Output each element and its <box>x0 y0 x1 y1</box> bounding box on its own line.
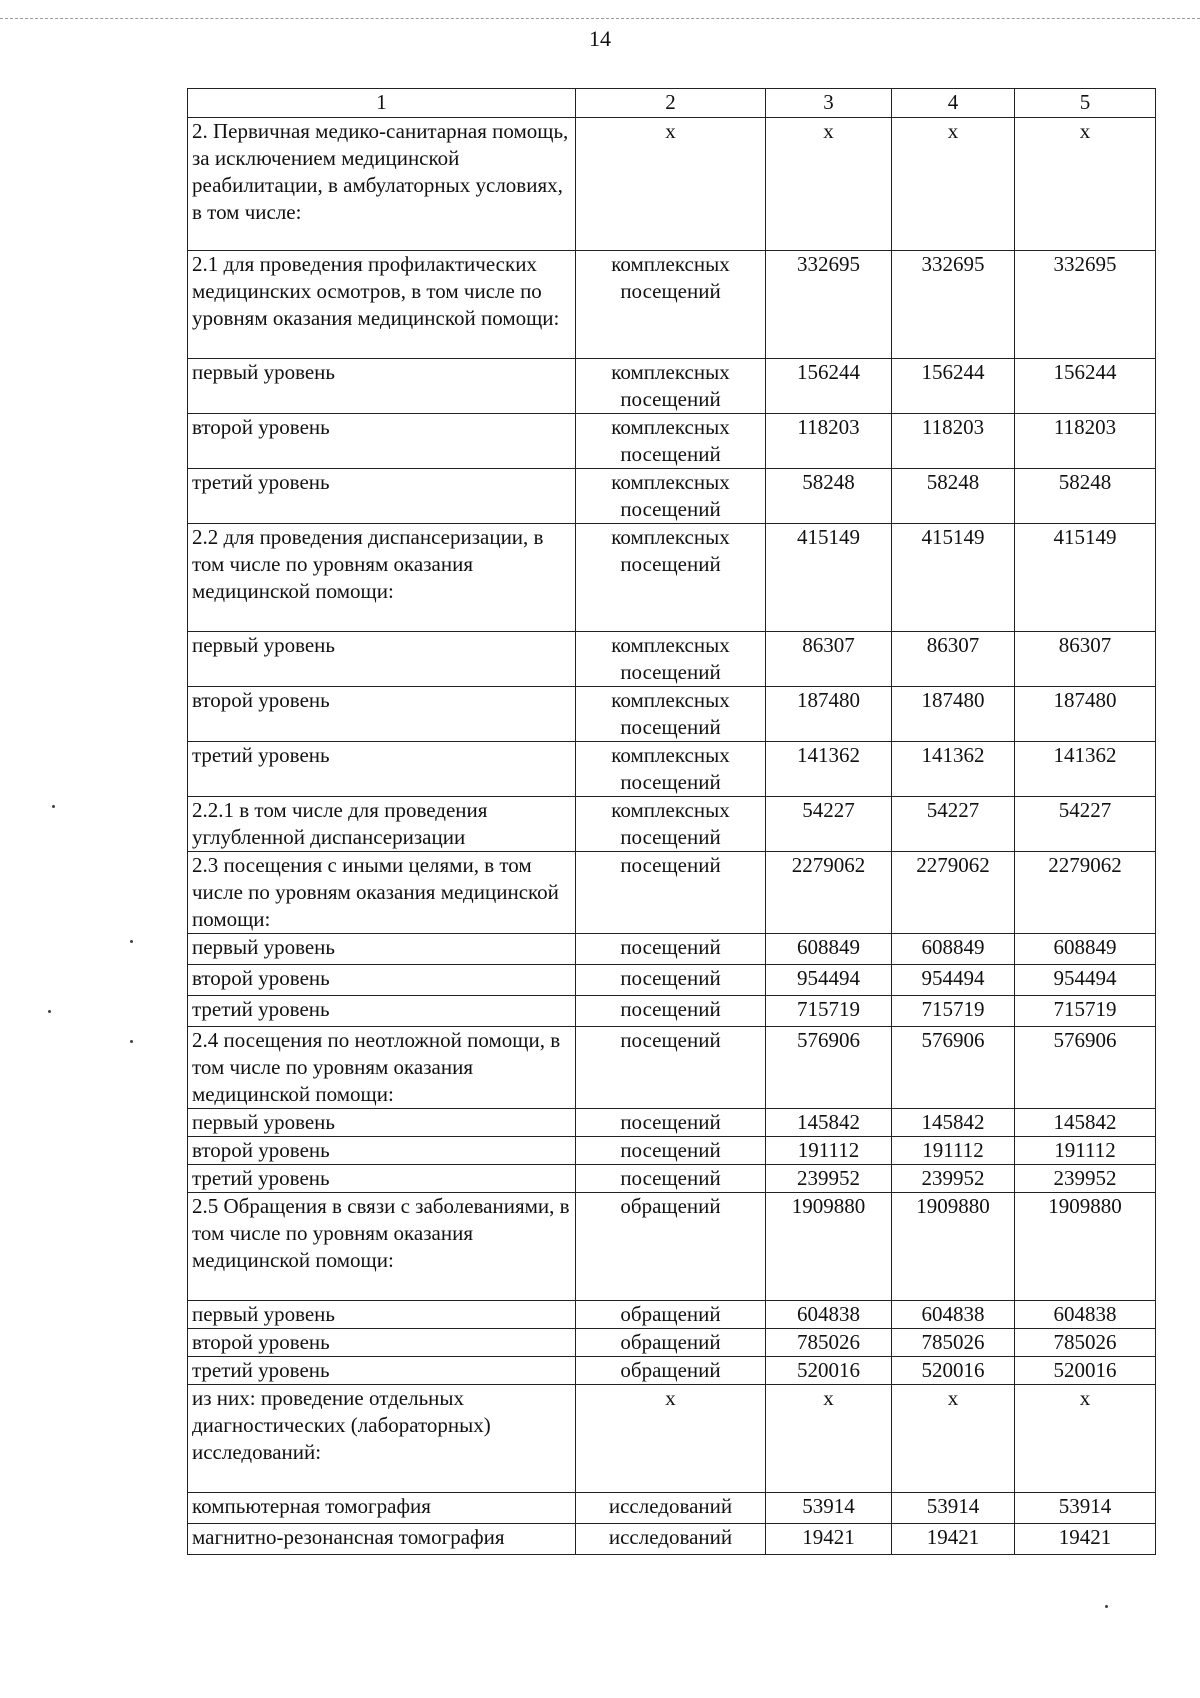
row-value-col4: х <box>892 118 1015 251</box>
scan-speck <box>130 1040 133 1043</box>
table-row <box>188 797 1156 852</box>
row-value-col5: 54227 <box>1015 797 1156 852</box>
row-unit: исследований <box>576 1524 766 1555</box>
row-name: первый уровень <box>188 632 576 687</box>
row-unit: посещений <box>576 1027 766 1109</box>
row-value-col4: 86307 <box>892 632 1015 687</box>
row-unit: посещений <box>576 1165 766 1193</box>
row-value-col5: 239952 <box>1015 1165 1156 1193</box>
row-value-col4: х <box>892 1385 1015 1493</box>
row-unit: комплексных посещений <box>576 251 766 359</box>
row-value-col5: 187480 <box>1015 687 1156 742</box>
row-value-col4: 53914 <box>892 1493 1015 1524</box>
table-row <box>188 742 1156 797</box>
row-unit: комплексных посещений <box>576 524 766 632</box>
row-value-col4: 191112 <box>892 1137 1015 1165</box>
row-unit: обращений <box>576 1193 766 1301</box>
row-value-col4: 604838 <box>892 1301 1015 1329</box>
row-value-col3: 715719 <box>766 996 892 1027</box>
row-value-col3: 156244 <box>766 359 892 414</box>
row-name: третий уровень <box>188 1165 576 1193</box>
row-value-col3: 954494 <box>766 965 892 996</box>
row-name: 2.1 для проведения профилактических медицинских осмотров, в том числе по уровням оказания медицинской помощи: <box>188 251 576 359</box>
header-cell: 3 <box>766 89 892 118</box>
row-value-col5: 608849 <box>1015 934 1156 965</box>
row-name: компьютерная томография <box>188 1493 576 1524</box>
row-name: 2. Первичная медико-санитарная помощь, за исключением медицинской реабилитации, в амбулаторных условиях, в том числе: <box>188 118 576 251</box>
scan-speck <box>130 940 133 943</box>
row-unit: комплексных посещений <box>576 797 766 852</box>
row-unit: х <box>576 1385 766 1493</box>
table-row <box>188 934 1156 965</box>
row-name: первый уровень <box>188 1301 576 1329</box>
row-value-col5: 191112 <box>1015 1137 1156 1165</box>
data-table <box>187 88 1156 1555</box>
row-value-col3: х <box>766 1385 892 1493</box>
row-name: магнитно-резонансная томография <box>188 1524 576 1555</box>
row-name: второй уровень <box>188 687 576 742</box>
row-name: 2.2.1 в том числе для проведения углубленной диспансеризации <box>188 797 576 852</box>
row-value-col3: 145842 <box>766 1109 892 1137</box>
table-row <box>188 1329 1156 1357</box>
row-unit: комплексных посещений <box>576 742 766 797</box>
row-name: второй уровень <box>188 1137 576 1165</box>
table-row <box>188 1165 1156 1193</box>
row-value-col4: 954494 <box>892 965 1015 996</box>
row-value-col5: 332695 <box>1015 251 1156 359</box>
table-row <box>188 632 1156 687</box>
scan-edge-line <box>0 18 1200 19</box>
row-value-col3: 187480 <box>766 687 892 742</box>
table-row <box>188 1137 1156 1165</box>
row-value-col3: 239952 <box>766 1165 892 1193</box>
row-value-col3: 54227 <box>766 797 892 852</box>
row-value-col5: 715719 <box>1015 996 1156 1027</box>
row-value-col4: 187480 <box>892 687 1015 742</box>
row-value-col4: 1909880 <box>892 1193 1015 1301</box>
table-row <box>188 524 1156 632</box>
row-value-col4: 415149 <box>892 524 1015 632</box>
table-row <box>188 469 1156 524</box>
row-value-col4: 520016 <box>892 1357 1015 1385</box>
row-value-col3: 191112 <box>766 1137 892 1165</box>
row-value-col3: 19421 <box>766 1524 892 1555</box>
table-row <box>188 1493 1156 1524</box>
table-row <box>188 1027 1156 1109</box>
table-row <box>188 1385 1156 1493</box>
row-value-col5: х <box>1015 1385 1156 1493</box>
table-row <box>188 687 1156 742</box>
scan-speck <box>1105 1605 1108 1608</box>
row-value-col3: 118203 <box>766 414 892 469</box>
row-value-col4: 576906 <box>892 1027 1015 1109</box>
header-cell: 1 <box>188 89 576 118</box>
row-value-col4: 785026 <box>892 1329 1015 1357</box>
row-value-col4: 19421 <box>892 1524 1015 1555</box>
row-value-col3: 86307 <box>766 632 892 687</box>
row-value-col4: 145842 <box>892 1109 1015 1137</box>
page-number: 14 <box>589 26 611 51</box>
table-row <box>188 359 1156 414</box>
row-value-col3: 1909880 <box>766 1193 892 1301</box>
row-value-col5: 2279062 <box>1015 852 1156 934</box>
row-value-col3: 520016 <box>766 1357 892 1385</box>
scan-speck <box>52 805 55 808</box>
header-cell: 2 <box>576 89 766 118</box>
scan-speck <box>48 1010 51 1013</box>
row-value-col5: 604838 <box>1015 1301 1156 1329</box>
row-name: 2.5 Обращения в связи с заболеваниями, в том числе по уровням оказания медицинской помощи: <box>188 1193 576 1301</box>
table-row <box>188 996 1156 1027</box>
row-value-col5: 86307 <box>1015 632 1156 687</box>
row-unit: комплексных посещений <box>576 469 766 524</box>
row-value-col3: х <box>766 118 892 251</box>
row-unit: обращений <box>576 1301 766 1329</box>
table-row <box>188 1357 1156 1385</box>
row-value-col5: 415149 <box>1015 524 1156 632</box>
row-unit: посещений <box>576 965 766 996</box>
row-name: первый уровень <box>188 359 576 414</box>
table-row <box>188 414 1156 469</box>
table-header-row <box>188 89 1156 118</box>
row-name: третий уровень <box>188 1357 576 1385</box>
row-value-col4: 715719 <box>892 996 1015 1027</box>
row-unit: посещений <box>576 934 766 965</box>
row-unit: комплексных посещений <box>576 632 766 687</box>
row-value-col3: 53914 <box>766 1493 892 1524</box>
table-row <box>188 118 1156 251</box>
row-name: 2.2 для проведения диспансеризации, в том числе по уровням оказания медицинской помощи: <box>188 524 576 632</box>
row-value-col5: 118203 <box>1015 414 1156 469</box>
row-unit: комплексных посещений <box>576 359 766 414</box>
row-value-col3: 58248 <box>766 469 892 524</box>
row-value-col4: 2279062 <box>892 852 1015 934</box>
row-value-col5: 141362 <box>1015 742 1156 797</box>
row-value-col4: 239952 <box>892 1165 1015 1193</box>
row-name: третий уровень <box>188 996 576 1027</box>
row-value-col3: 415149 <box>766 524 892 632</box>
row-name: первый уровень <box>188 934 576 965</box>
row-value-col4: 608849 <box>892 934 1015 965</box>
table-row <box>188 251 1156 359</box>
row-unit: посещений <box>576 1137 766 1165</box>
header-cell: 5 <box>1015 89 1156 118</box>
table-row <box>188 1301 1156 1329</box>
table-row <box>188 1193 1156 1301</box>
row-value-col3: 141362 <box>766 742 892 797</box>
row-unit: посещений <box>576 996 766 1027</box>
row-unit: обращений <box>576 1357 766 1385</box>
row-value-col5: х <box>1015 118 1156 251</box>
row-value-col4: 118203 <box>892 414 1015 469</box>
row-value-col5: 145842 <box>1015 1109 1156 1137</box>
row-name: второй уровень <box>188 965 576 996</box>
row-value-col3: 576906 <box>766 1027 892 1109</box>
table-row <box>188 1524 1156 1555</box>
row-name: третий уровень <box>188 742 576 797</box>
row-name: 2.4 посещения по неотложной помощи, в том числе по уровням оказания медицинской помощи: <box>188 1027 576 1109</box>
row-name: второй уровень <box>188 1329 576 1357</box>
row-value-col5: 156244 <box>1015 359 1156 414</box>
row-value-col5: 785026 <box>1015 1329 1156 1357</box>
row-value-col3: 332695 <box>766 251 892 359</box>
row-unit: комплексных посещений <box>576 414 766 469</box>
row-unit: х <box>576 118 766 251</box>
table-row <box>188 965 1156 996</box>
row-unit: посещений <box>576 852 766 934</box>
row-name: первый уровень <box>188 1109 576 1137</box>
row-value-col4: 58248 <box>892 469 1015 524</box>
row-value-col5: 58248 <box>1015 469 1156 524</box>
row-value-col3: 785026 <box>766 1329 892 1357</box>
row-value-col4: 141362 <box>892 742 1015 797</box>
row-value-col3: 608849 <box>766 934 892 965</box>
row-value-col5: 1909880 <box>1015 1193 1156 1301</box>
row-value-col4: 54227 <box>892 797 1015 852</box>
table-row <box>188 852 1156 934</box>
row-name: третий уровень <box>188 469 576 524</box>
row-value-col4: 156244 <box>892 359 1015 414</box>
row-unit: комплексных посещений <box>576 687 766 742</box>
row-value-col5: 520016 <box>1015 1357 1156 1385</box>
row-unit: исследований <box>576 1493 766 1524</box>
row-value-col5: 19421 <box>1015 1524 1156 1555</box>
row-value-col3: 2279062 <box>766 852 892 934</box>
row-value-col5: 576906 <box>1015 1027 1156 1109</box>
row-value-col4: 332695 <box>892 251 1015 359</box>
table-row <box>188 1109 1156 1137</box>
row-unit: посещений <box>576 1109 766 1137</box>
header-cell: 4 <box>892 89 1015 118</box>
row-name: второй уровень <box>188 414 576 469</box>
row-name: 2.3 посещения с иными целями, в том числе по уровням оказания медицинской помощи: <box>188 852 576 934</box>
row-name: из них: проведение отдельных диагностических (лабораторных) исследований: <box>188 1385 576 1493</box>
row-value-col5: 954494 <box>1015 965 1156 996</box>
row-unit: обращений <box>576 1329 766 1357</box>
row-value-col5: 53914 <box>1015 1493 1156 1524</box>
row-value-col3: 604838 <box>766 1301 892 1329</box>
